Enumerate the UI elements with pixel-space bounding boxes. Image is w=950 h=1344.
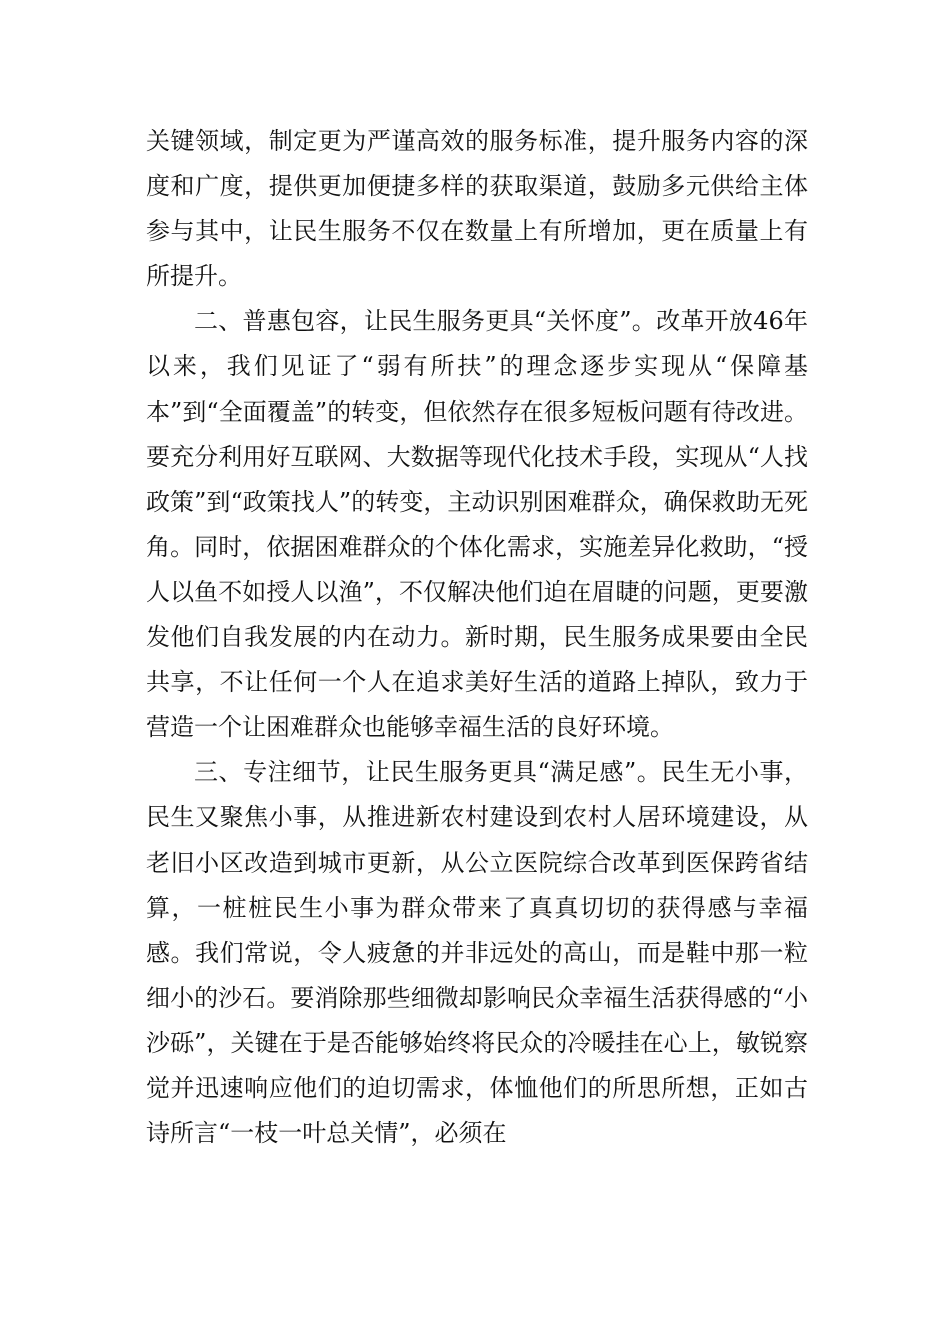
paragraph-inclusiveness: 二、普惠包容，让民生服务更具“关怀度”。改革开放46年以来，我们见证了“弱有所扶”的理念逐步实现从“保障基本”到“全面覆盖”的转变，但依然存在很多短板问题有待改进。要充分利用好互联网、大数据等现代化技术手段，实现从“人找政策”到“政策找人”的转变，主动识别困难群众，确保救助无死角。同时，依据困难群众的个体化需求，实施差异化救助，“授人以鱼不如授人以渔”，不仅解决他们迫在眉睫的问题，更要激发他们自我发展的内在动力。新时期，民生服务成果要由全民共享，不让任何一个人在追求美好生活的道路上掉队，致力于营造一个让困难群众也能够幸福生活的良好环境。	[146, 307, 808, 742]
paragraph-continuation: 关键领域，制定更为严谨高效的服务标准，提升服务内容的深度和广度，提供更加便捷多样的获取渠道，鼓励多元供给主体参与其中，让民生服务不仅在数量上有所增加，更在质量上有所提升。	[146, 127, 808, 291]
document-body	[146, 119, 808, 1156]
paragraph-details: 三、专注细节，让民生服务更具“满足感”。民生无小事，民生又聚焦小事，从推进新农村建设到农村人居环境建设，从老旧小区改造到城市更新，从公立医院综合改革到医保跨省结算，一桩桩民生小事为群众带来了真真切切的获得感与幸福感。我们常说，令人疲惫的并非远处的高山，而是鞋中那一粒细小的沙石。要消除那些细微却影响民众幸福生活获得感的“小沙砾”，关键在于是否能够始终将民众的冷暖挂在心上，敏锐察觉并迅速响应他们的迫切需求，体恤他们的所思所想，正如古诗所言“一枝一叶总关情”，必须在	[146, 758, 808, 1148]
